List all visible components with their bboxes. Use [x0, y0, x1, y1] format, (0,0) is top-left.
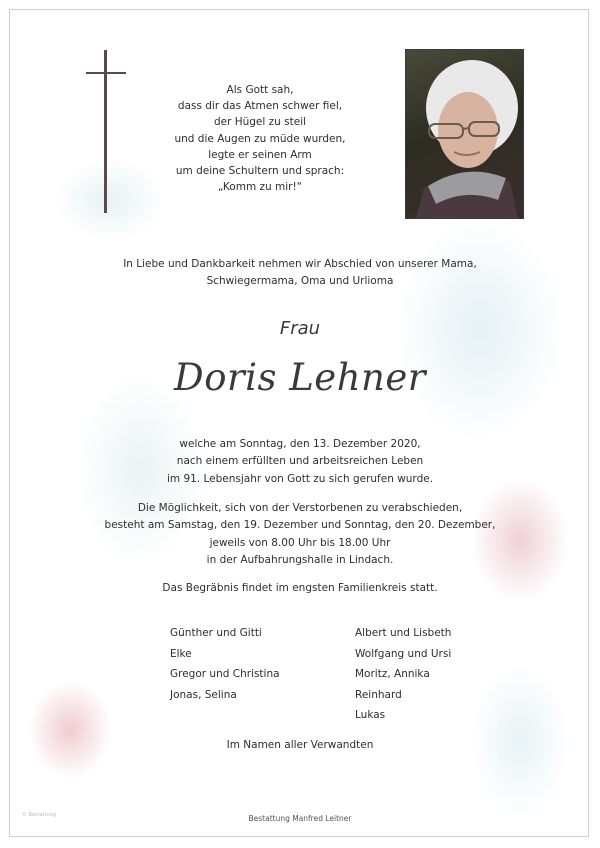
poem-line: dass dir das Atmen schwer fiel, — [177, 100, 343, 113]
family-member: Gregor und Christina — [170, 668, 280, 680]
family-member: Reinhard — [355, 688, 402, 701]
farewell-line: Die Möglichkeit, sich von der Verstorbenen zu verabschieden, — [137, 502, 463, 514]
farewell-line: in der Aufbahrungshalle in Lindach. — [206, 554, 394, 567]
family-list-right — [355, 623, 451, 726]
poem-line: legte er seinen Arm — [208, 148, 312, 161]
family-member: Lukas — [355, 709, 386, 721]
family-member: Moritz, Annika — [355, 668, 430, 680]
farewell-line: besteht am Samstag, den 19. Dezember und Sonntag, den 20. Dezember, — [104, 519, 496, 532]
burial-note: Das Begräbnis findet im engsten Familienkreis statt. — [162, 582, 438, 594]
deceased-name: Doris Lehner — [174, 356, 426, 399]
family-member: Wolfgang und Ursi — [355, 647, 452, 660]
closing-line: Im Namen aller Verwandten — [226, 739, 374, 751]
poem-line: Als Gott sah, — [226, 84, 294, 96]
poem — [150, 82, 370, 195]
notice-line: welche am Sonntag, den 13. Dezember 2020, — [179, 438, 421, 450]
intro-text — [90, 256, 510, 290]
poem-line: um deine Schultern und sprach: — [175, 165, 345, 178]
portrait-photo — [405, 49, 524, 219]
family-member: Jonas, Selina — [170, 688, 237, 701]
farewell-info — [100, 500, 500, 570]
poem-line: der Hügel zu steil — [213, 116, 307, 129]
notice-line: im 91. Lebensjahr von Gott zu sich gerufen wurde. — [166, 472, 434, 485]
death-notice — [100, 436, 500, 488]
watermark-text: © Bestattung — [22, 812, 57, 818]
funeral-home-footer: Bestattung Manfred Leitner — [248, 814, 352, 823]
intro-line: In Liebe und Dankbarkeit nehmen wir Abschied von unserer Mama, — [123, 258, 477, 270]
notice-line: nach einem erfüllten und arbeitsreichen Leben — [176, 455, 424, 468]
farewell-line: jeweils von 8.00 Uhr bis 18.00 Uhr — [209, 536, 391, 549]
family-list-left — [170, 623, 280, 705]
poem-line: und die Augen zu müde wurden, — [174, 132, 346, 145]
family-member: Elke — [170, 647, 192, 660]
family-member: Günther und Gitti — [170, 627, 262, 639]
family-member: Albert und Lisbeth — [355, 627, 452, 639]
intro-line: Schwiegermama, Oma und Urlioma — [206, 275, 394, 287]
poem-line: „Komm zu mir!“ — [217, 181, 303, 194]
salutation: Frau — [279, 318, 321, 339]
